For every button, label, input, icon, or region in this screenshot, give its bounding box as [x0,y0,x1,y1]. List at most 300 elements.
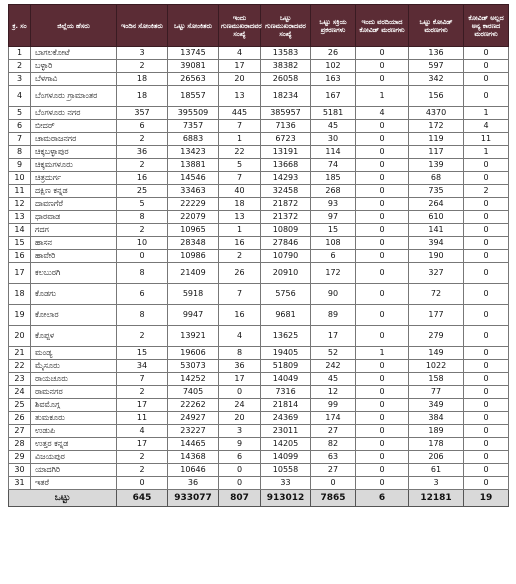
cell-district: ಉಡುಪಿ [31,425,117,438]
cell-district: ಬೆಂಗಳೂರು ನಗರ [31,107,117,120]
cell-active: 45 [311,120,356,133]
cell-sl: 28 [9,438,31,451]
cell-district: ಮೈಸೂರು [31,360,117,373]
cell-total-positive: 395509 [168,107,219,120]
cell-district: ಗದಗ [31,224,117,237]
cell-today-discharged: 1 [219,133,261,146]
cell-total-discharged: 26058 [261,73,311,86]
total-label: ಒಟ್ಟು [9,490,117,507]
cell-non-covid: 11 [464,133,509,146]
table-row [9,133,509,146]
cell-sl: 29 [9,451,31,464]
cell-non-covid: 2 [464,185,509,198]
cell-total-deaths: 72 [409,284,464,305]
header-total-positive: ಒಟ್ಟು ಸೋಂಕಿತರು [168,5,219,47]
table-row [9,326,509,347]
cell-sl: 24 [9,386,31,399]
cell-total-discharged: 13191 [261,146,311,159]
cell-today-discharged: 22 [219,146,261,159]
total-today-discharged: 807 [219,490,261,507]
cell-active: 172 [311,263,356,284]
cell-total-positive: 39081 [168,60,219,73]
cell-total-deaths: 1022 [409,360,464,373]
total-total-discharged: 913012 [261,490,311,507]
cell-total-deaths: 68 [409,172,464,185]
cell-sl: 5 [9,107,31,120]
cell-today-discharged: 5 [219,159,261,172]
cell-total-deaths: 327 [409,263,464,284]
cell-today-positive: 2 [117,386,168,399]
cell-non-covid: 0 [464,305,509,326]
cell-total-positive: 5918 [168,284,219,305]
cell-active: 90 [311,284,356,305]
cell-total-deaths: 342 [409,73,464,86]
cell-total-positive: 9947 [168,305,219,326]
cell-today-deaths: 1 [356,86,409,107]
cell-today-discharged: 7 [219,120,261,133]
cell-total-discharged: 7136 [261,120,311,133]
cell-total-discharged: 33 [261,477,311,490]
cell-non-covid: 0 [464,412,509,425]
cell-non-covid: 0 [464,477,509,490]
cell-non-covid: 0 [464,159,509,172]
cell-today-positive: 11 [117,412,168,425]
cell-active: 174 [311,412,356,425]
cell-sl: 13 [9,211,31,224]
cell-non-covid: 0 [464,73,509,86]
cell-today-positive: 6 [117,284,168,305]
cell-sl: 30 [9,464,31,477]
cell-district: ರಾಯಚೂರು [31,373,117,386]
cell-total-deaths: 136 [409,47,464,60]
table-row [9,464,509,477]
table-row [9,438,509,451]
table-row [9,198,509,211]
cell-non-covid: 0 [464,263,509,284]
cell-sl: 7 [9,133,31,146]
cell-sl: 15 [9,237,31,250]
cell-total-discharged: 6723 [261,133,311,146]
cell-total-positive: 18557 [168,86,219,107]
cell-total-deaths: 206 [409,451,464,464]
cell-today-deaths: 0 [356,412,409,425]
cell-total-discharged: 13583 [261,47,311,60]
cell-sl: 25 [9,399,31,412]
cell-today-deaths: 0 [356,120,409,133]
cell-district: ಬೀದರ್ [31,120,117,133]
cell-non-covid: 0 [464,172,509,185]
cell-total-positive: 7357 [168,120,219,133]
table-row [9,386,509,399]
table-row [9,146,509,159]
header-sl: ಕ್ರ. ಸಂ [9,5,31,47]
cell-district: ಶಿವಮೊಗ್ಗ [31,399,117,412]
cell-sl: 12 [9,198,31,211]
cell-today-deaths: 0 [356,133,409,146]
cell-district: ಹಾವೇರಿ [31,250,117,263]
cell-today-positive: 34 [117,360,168,373]
table-row [9,211,509,224]
cell-today-positive: 2 [117,60,168,73]
cell-total-discharged: 38382 [261,60,311,73]
cell-total-positive: 10965 [168,224,219,237]
cell-today-positive: 15 [117,347,168,360]
table-row [9,425,509,438]
district-covid-table [8,4,509,507]
table-row [9,305,509,326]
cell-active: 268 [311,185,356,198]
cell-total-discharged: 385957 [261,107,311,120]
cell-sl: 27 [9,425,31,438]
cell-total-positive: 14546 [168,172,219,185]
cell-today-discharged: 1 [219,224,261,237]
cell-today-deaths: 0 [356,305,409,326]
cell-total-positive: 53073 [168,360,219,373]
cell-total-discharged: 10790 [261,250,311,263]
cell-today-discharged: 0 [219,477,261,490]
cell-district: ಧಾರವಾಡ [31,211,117,224]
cell-district: ಬೆಂಗಳೂರು ಗ್ರಾಮಾಂತರ [31,86,117,107]
total-today-deaths: 6 [356,490,409,507]
cell-sl: 11 [9,185,31,198]
cell-today-positive: 25 [117,185,168,198]
cell-sl: 23 [9,373,31,386]
cell-district: ದಕ್ಷಿಣ ಕನ್ನಡ [31,185,117,198]
cell-today-deaths: 0 [356,47,409,60]
cell-today-discharged: 2 [219,250,261,263]
cell-total-deaths: 156 [409,86,464,107]
cell-active: 45 [311,373,356,386]
cell-today-deaths: 0 [356,386,409,399]
cell-total-positive: 22262 [168,399,219,412]
cell-today-deaths: 0 [356,224,409,237]
cell-today-deaths: 0 [356,172,409,185]
cell-active: 15 [311,224,356,237]
cell-total-discharged: 9681 [261,305,311,326]
table-body [9,47,509,490]
cell-total-deaths: 394 [409,237,464,250]
cell-district: ಇತರೆ [31,477,117,490]
cell-total-positive: 13745 [168,47,219,60]
cell-total-deaths: 3 [409,477,464,490]
cell-total-positive: 23227 [168,425,219,438]
cell-active: 17 [311,326,356,347]
table-row [9,347,509,360]
cell-total-positive: 13921 [168,326,219,347]
cell-today-deaths: 0 [356,451,409,464]
cell-non-covid: 0 [464,464,509,477]
cell-total-discharged: 14205 [261,438,311,451]
cell-today-discharged: 16 [219,305,261,326]
cell-total-positive: 22079 [168,211,219,224]
cell-non-covid: 0 [464,211,509,224]
cell-non-covid: 0 [464,386,509,399]
header-active: ಒಟ್ಟು ಸಕ್ರಿಯ ಪ್ರಕರಣಗಳು [311,5,356,47]
cell-total-discharged: 10809 [261,224,311,237]
cell-total-deaths: 349 [409,399,464,412]
cell-sl: 19 [9,305,31,326]
cell-active: 97 [311,211,356,224]
cell-total-positive: 13423 [168,146,219,159]
table-row [9,250,509,263]
table-row [9,47,509,60]
cell-today-discharged: 6 [219,451,261,464]
cell-total-discharged: 10558 [261,464,311,477]
cell-total-positive: 36 [168,477,219,490]
cell-total-positive: 14252 [168,373,219,386]
cell-sl: 21 [9,347,31,360]
cell-district: ಯಾದಗಿರಿ [31,464,117,477]
cell-sl: 16 [9,250,31,263]
cell-total-discharged: 27846 [261,237,311,250]
cell-today-deaths: 0 [356,373,409,386]
cell-today-discharged: 7 [219,284,261,305]
cell-non-covid: 1 [464,107,509,120]
cell-total-discharged: 18234 [261,86,311,107]
cell-today-discharged: 17 [219,373,261,386]
cell-today-deaths: 0 [356,198,409,211]
cell-today-positive: 2 [117,464,168,477]
cell-total-deaths: 172 [409,120,464,133]
cell-today-deaths: 4 [356,107,409,120]
cell-today-discharged: 3 [219,425,261,438]
header-today-deaths: ಇಂದು ವರದಿಯಾದ ಕೋವಿಡ್ ಮರಣಗಳು [356,5,409,47]
cell-today-discharged: 13 [219,86,261,107]
cell-non-covid: 0 [464,250,509,263]
cell-non-covid: 0 [464,347,509,360]
cell-total-discharged: 14293 [261,172,311,185]
cell-total-discharged: 19405 [261,347,311,360]
cell-today-positive: 7 [117,373,168,386]
cell-total-deaths: 735 [409,185,464,198]
cell-total-positive: 14368 [168,451,219,464]
cell-total-positive: 6883 [168,133,219,146]
cell-total-discharged: 5756 [261,284,311,305]
table-row [9,412,509,425]
cell-total-discharged: 51809 [261,360,311,373]
cell-non-covid: 0 [464,224,509,237]
table-row [9,120,509,133]
cell-today-deaths: 0 [356,326,409,347]
cell-today-deaths: 1 [356,347,409,360]
cell-active: 30 [311,133,356,146]
cell-district: ಚಾಮರಾಜನಗರ [31,133,117,146]
cell-district: ದಾವಣಗೆರೆ [31,198,117,211]
cell-active: 27 [311,464,356,477]
cell-district: ಕೊಡಗು [31,284,117,305]
cell-active: 82 [311,438,356,451]
cell-today-positive: 357 [117,107,168,120]
cell-today-discharged: 13 [219,211,261,224]
header-total-deaths: ಒಟ್ಟು ಕೋವಿಡ್ ಮರಣಗಳು [409,5,464,47]
cell-non-covid: 0 [464,373,509,386]
cell-today-discharged: 24 [219,399,261,412]
cell-sl: 8 [9,146,31,159]
total-total-deaths: 12181 [409,490,464,507]
cell-district: ಮಂಡ್ಯ [31,347,117,360]
table-row [9,263,509,284]
cell-today-discharged: 0 [219,386,261,399]
cell-today-discharged: 18 [219,198,261,211]
cell-district: ಕೋಲಾರ [31,305,117,326]
cell-active: 27 [311,425,356,438]
cell-today-positive: 2 [117,451,168,464]
cell-total-discharged: 21814 [261,399,311,412]
table-row [9,224,509,237]
cell-active: 63 [311,451,356,464]
table-row [9,399,509,412]
cell-total-deaths: 384 [409,412,464,425]
cell-district: ಕಲಬುರಗಿ [31,263,117,284]
cell-today-positive: 0 [117,477,168,490]
cell-today-discharged: 4 [219,47,261,60]
cell-total-deaths: 177 [409,305,464,326]
cell-district: ಚಿಕ್ಕಮಗಳೂರು [31,159,117,172]
cell-total-positive: 22229 [168,198,219,211]
total-active: 7865 [311,490,356,507]
cell-sl: 17 [9,263,31,284]
cell-today-deaths: 0 [356,263,409,284]
cell-non-covid: 0 [464,326,509,347]
cell-non-covid: 0 [464,60,509,73]
cell-total-positive: 13881 [168,159,219,172]
cell-district: ಬಳ್ಳಾರಿ [31,60,117,73]
cell-sl: 14 [9,224,31,237]
table-row [9,360,509,373]
cell-district: ಚಿಕ್ಕಬಳ್ಳಾಪುರ [31,146,117,159]
cell-today-positive: 5 [117,198,168,211]
cell-active: 52 [311,347,356,360]
cell-sl: 3 [9,73,31,86]
header-today-positive: ಇಂದಿನ ಸೋಂಕಿತರು [117,5,168,47]
cell-active: 167 [311,86,356,107]
total-total-positive: 933077 [168,490,219,507]
cell-district: ಬಾಗಲಕೋಟೆ [31,47,117,60]
cell-sl: 20 [9,326,31,347]
cell-today-deaths: 0 [356,464,409,477]
cell-today-discharged: 16 [219,237,261,250]
cell-today-discharged: 8 [219,347,261,360]
cell-today-discharged: 7 [219,172,261,185]
cell-today-positive: 8 [117,211,168,224]
cell-district: ಚಿತ್ರದುರ್ಗ [31,172,117,185]
cell-today-deaths: 0 [356,284,409,305]
cell-non-covid: 0 [464,284,509,305]
cell-active: 185 [311,172,356,185]
cell-active: 242 [311,360,356,373]
cell-today-discharged: 20 [219,412,261,425]
cell-total-positive: 14465 [168,438,219,451]
table-row [9,373,509,386]
cell-total-deaths: 279 [409,326,464,347]
table-header-row [9,5,509,47]
cell-district: ರಾಮನಗರ [31,386,117,399]
cell-total-deaths: 158 [409,373,464,386]
cell-today-positive: 3 [117,47,168,60]
cell-today-deaths: 0 [356,438,409,451]
cell-total-deaths: 178 [409,438,464,451]
cell-today-discharged: 445 [219,107,261,120]
cell-district: ಕೊಪ್ಪಳ [31,326,117,347]
cell-today-positive: 36 [117,146,168,159]
cell-today-deaths: 0 [356,399,409,412]
cell-active: 26 [311,47,356,60]
table-row [9,172,509,185]
cell-total-discharged: 13625 [261,326,311,347]
cell-active: 108 [311,237,356,250]
total-row [9,490,509,507]
cell-non-covid: 0 [464,47,509,60]
cell-today-positive: 2 [117,159,168,172]
cell-non-covid: 4 [464,120,509,133]
cell-today-deaths: 0 [356,425,409,438]
header-district: ಜಿಲ್ಲೆಯ ಹೆಸರು [31,5,117,47]
cell-district: ಉತ್ತರ ಕನ್ನಡ [31,438,117,451]
cell-today-positive: 6 [117,120,168,133]
cell-sl: 22 [9,360,31,373]
cell-total-positive: 19606 [168,347,219,360]
cell-today-positive: 17 [117,438,168,451]
cell-active: 163 [311,73,356,86]
table-row [9,107,509,120]
cell-today-positive: 2 [117,326,168,347]
cell-today-discharged: 26 [219,263,261,284]
cell-total-discharged: 14049 [261,373,311,386]
cell-today-positive: 18 [117,86,168,107]
cell-total-positive: 26563 [168,73,219,86]
cell-total-deaths: 141 [409,224,464,237]
header-total-discharged: ಒಟ್ಟು ಗುಣಮುಖರಾದವರ ಸಂಖ್ಯೆ [261,5,311,47]
cell-non-covid: 0 [464,438,509,451]
cell-non-covid: 0 [464,451,509,464]
cell-total-discharged: 7316 [261,386,311,399]
cell-today-positive: 2 [117,133,168,146]
cell-total-discharged: 21872 [261,198,311,211]
cell-total-positive: 33463 [168,185,219,198]
cell-sl: 1 [9,47,31,60]
cell-today-discharged: 20 [219,73,261,86]
cell-today-discharged: 9 [219,438,261,451]
cell-total-deaths: 610 [409,211,464,224]
cell-active: 0 [311,477,356,490]
cell-total-positive: 28348 [168,237,219,250]
cell-non-covid: 0 [464,399,509,412]
cell-today-positive: 10 [117,237,168,250]
cell-today-deaths: 0 [356,477,409,490]
cell-sl: 9 [9,159,31,172]
cell-total-discharged: 32458 [261,185,311,198]
total-today-positive: 645 [117,490,168,507]
cell-today-deaths: 0 [356,73,409,86]
cell-active: 93 [311,198,356,211]
cell-today-deaths: 0 [356,159,409,172]
cell-today-positive: 16 [117,172,168,185]
cell-today-deaths: 0 [356,211,409,224]
cell-today-discharged: 4 [219,326,261,347]
cell-total-deaths: 190 [409,250,464,263]
table-row [9,477,509,490]
cell-district: ಬೆಳಗಾವಿ [31,73,117,86]
cell-today-deaths: 0 [356,237,409,250]
cell-total-discharged: 20910 [261,263,311,284]
cell-active: 114 [311,146,356,159]
cell-total-deaths: 77 [409,386,464,399]
cell-active: 74 [311,159,356,172]
cell-total-discharged: 21372 [261,211,311,224]
cell-total-positive: 21409 [168,263,219,284]
cell-district: ವಿಜಯಪುರ [31,451,117,464]
cell-sl: 4 [9,86,31,107]
